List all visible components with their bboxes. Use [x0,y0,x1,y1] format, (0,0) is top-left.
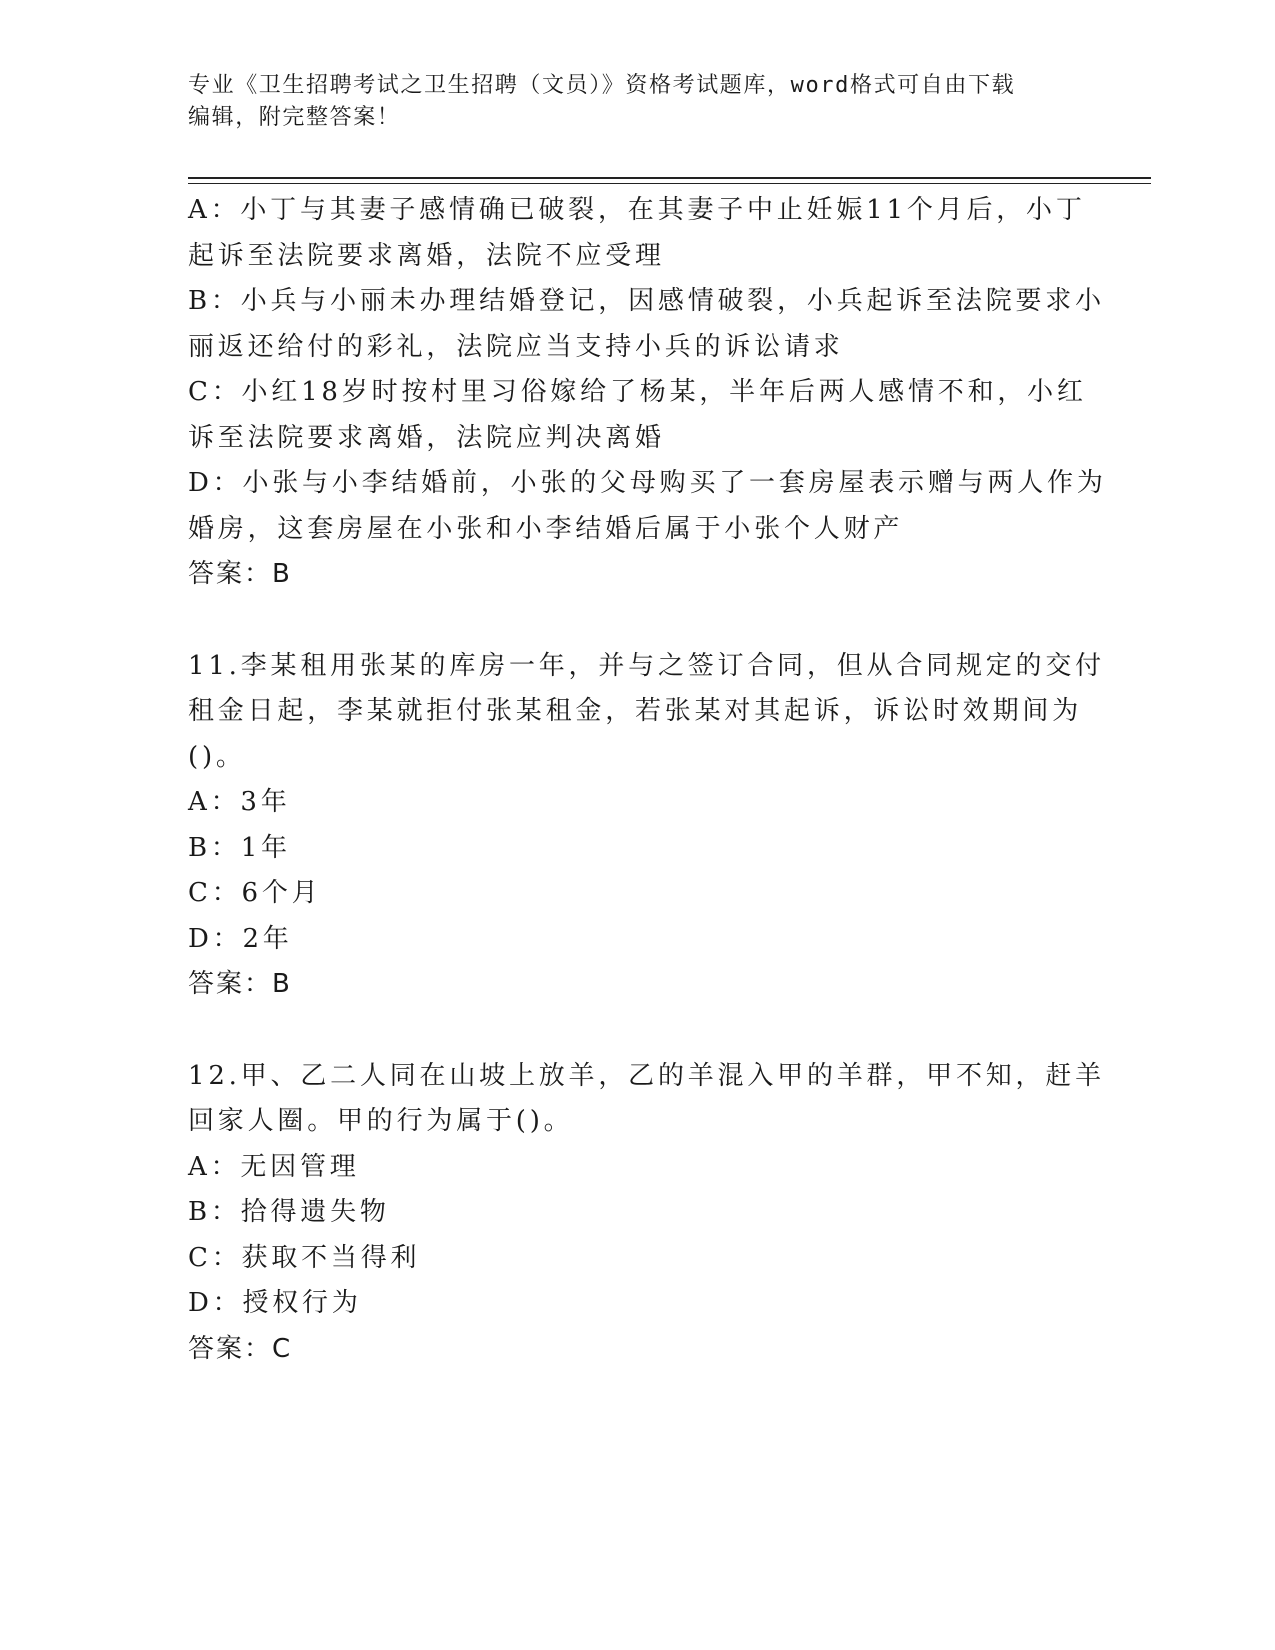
option-b-line-2: 丽返还给付的彩礼，法院应当支持小兵的诉讼请求 [188,331,844,362]
option-c: C：获取不当得利 [188,1242,421,1273]
option-b-line-1: B：小兵与小丽未办理结婚登记，因感情破裂，小兵起诉至法院要求小 [188,286,1105,316]
question-12 [188,1054,1105,1373]
option-d-line-2: 婚房，这套房屋在小张和小李结婚后属于小张个人财产 [188,513,904,544]
question-stem-line-2: 回家人圈。甲的行为属于()。 [188,1106,574,1136]
question-stem-line-1: 12.甲、乙二人同在山坡上放羊，乙的羊混入甲的羊群，甲不知，赶羊 [188,1060,1105,1091]
question-11 [188,644,1105,1008]
question-10-options [188,188,1107,598]
option-a: A：无因管理 [188,1151,360,1182]
option-d: D：2年 [188,923,293,954]
question-stem-line-1: 11.李某租用张某的库房一年，并与之签订合同，但从合同规定的交付 [188,650,1105,681]
option-b: B：拾得遗失物 [188,1197,390,1227]
option-d-line-1: D：小张与小李结婚前，小张的父母购买了一套房屋表示赠与两人作为 [188,468,1107,498]
question-content [188,188,1107,1372]
answer-line: 答案：C [188,1333,293,1364]
question-stem-line-2: 租金日起，李某就拒付张某租金，若张某对其起诉，诉讼时效期间为 [188,696,1083,726]
question-stem-line-3: ()。 [188,741,246,772]
option-a-line-2: 起诉至法院要求离婚，法院不应受理 [188,240,665,271]
option-c: C：6个月 [188,878,322,908]
option-d: D：授权行为 [188,1288,362,1318]
option-c-line-1: C：小红18岁时按村里习俗嫁给了杨某，半年后两人感情不和，小红 [188,377,1087,407]
option-a-line-1: A：小丁与其妻子感情确已破裂，在其妻子中止妊娠11个月后，小丁 [188,195,1086,225]
answer-line: 答案：B [188,969,292,999]
answer-line: 答案：B [188,559,292,589]
option-b: B：1年 [188,832,291,863]
option-c-line-2: 诉至法院要求离婚，法院应判决离婚 [188,422,665,453]
header-divider-thin [188,183,1151,184]
header-line-2: 编辑，附完整答案！ [188,105,401,130]
document-header [188,70,1068,134]
option-a: A：3年 [188,787,291,817]
header-line-1: 专业《卫生招聘考试之卫生招聘（文员）》资格考试题库，word格式可自由下载 [188,73,1016,98]
header-divider-thick [188,177,1151,179]
